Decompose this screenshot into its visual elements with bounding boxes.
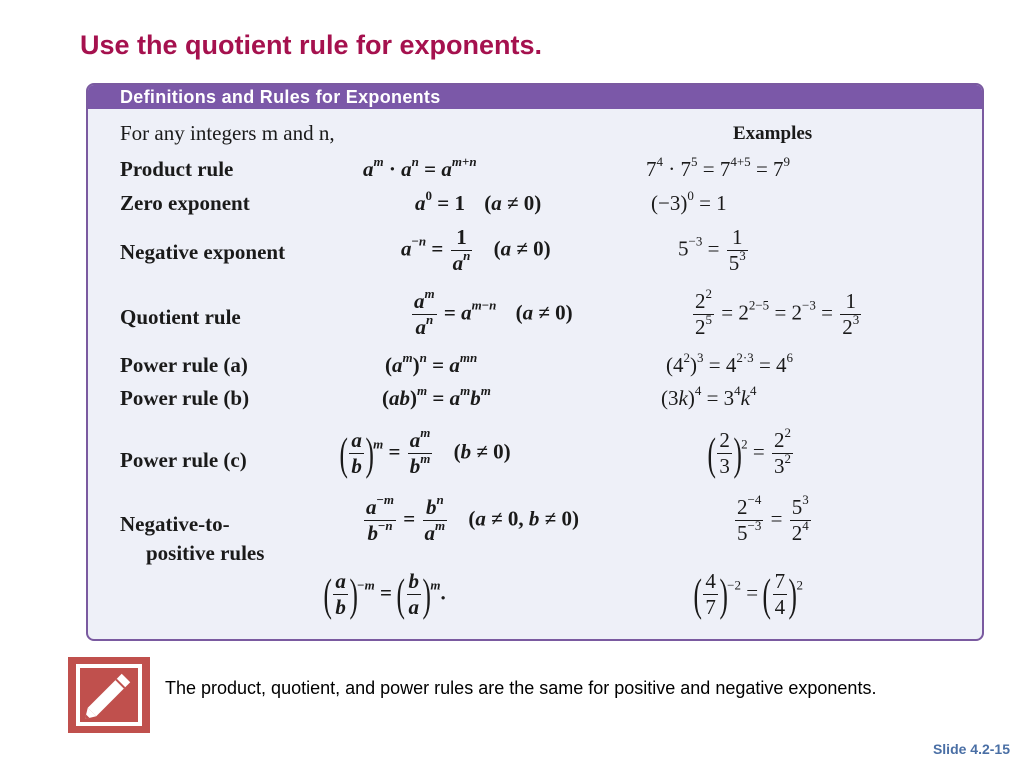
rules-box [86,83,984,641]
rule-name-zero: Zero exponent [120,191,250,215]
example-negative: $5^{-3}$ = $\frac{1}{5^3}$ [678,225,746,275]
rule-formula-power-b: $(ab)^m = a^mb^m$ [382,383,491,410]
example-power-a: $(4^2)^3 = 4^{2\cdot 3} = 4^6$ [666,350,794,377]
rule-formula-product: $a^m \cdot a^n = a^{m+n}$ [363,154,477,181]
rule-name-neg-to-pos: Negative-to- [120,512,230,536]
intro-text: For any integers m and n, [120,121,335,145]
rule-name-power-a: Power rule (a) [120,353,248,377]
example-neg-to-pos: $\frac{2^{-4}}{5^{-3}}$ = $\frac{5^3}{2^4}$ [737,492,809,545]
rule-formula-neg-to-pos: $\frac{a^{-m}}{b^{-n}}$ = $\frac{b^n}{a^m}$ (a ≠ 0, b ≠ 0) [366,492,579,545]
note-text: The product, quotient, and power rules are the same for positive and negative exponents. [165,678,877,698]
example-power-b: $(3k)^4 = 3^4k^4$ [661,383,757,410]
rule-name-negative: Negative exponent [120,240,286,264]
rule-formula-zero: $a^0 = 1$ (a ≠ 0) [415,188,542,215]
rule-formula-power-c: ( $\frac{a}{b}$ )$^m$ = $\frac{a^m}{b^m}$ (b ≠ 0) [339,425,511,479]
rules-box-header: Definitions and Rules for Exponents [88,85,982,109]
example-neg-to-pos-fraction: ( $\frac{4}{7}$ )$^{-2}$ = ( $\frac{7}{4}$ )$^2$ [693,568,803,620]
pencil-icon [68,657,150,733]
rule-formula-power-a: $(a^m)^n = a^{mn}$ [385,350,478,377]
rule-formula-negative: $a^{-n}$ = $\frac{1}{a^n}$ (a ≠ 0) [401,225,551,275]
example-quotient: $\frac{2^2}{2^5}$ = $2^{2-5} = 2^{-3}$ = $\frac{1}{2^3}$ [695,286,860,339]
rule-formula-quotient: $\frac{a^m}{a^n}$ = $a^{m-n}$ (a ≠ 0) [414,286,573,339]
rule-formula-neg-to-pos-fraction: ( $\frac{a}{b}$ )$^{-m}$ = ( $\frac{b}{a}$ )$^m$. [323,568,446,620]
example-product: $7^4 \cdot 7^5 = 7^{4+5} = 7^9$ [646,154,791,181]
slide-number: Slide 4.2-15 [932,741,1010,757]
rule-name-product: Product rule [120,157,234,181]
example-zero: $(-3)^0 = 1$ [651,188,727,215]
rule-name-quotient: Quotient rule [120,305,241,329]
examples-label: Examples [733,123,813,144]
slide-title: Use the quotient rule for exponents. [80,30,543,60]
rule-name-power-c: Power rule (c) [120,448,247,472]
example-power-c: ( $\frac{2}{3}$ )$^2$ = $\frac{2^2}{3^2}$ [707,425,791,479]
rule-name-power-b: Power rule (b) [120,386,250,410]
rule-name-neg-to-pos-line2: positive rules [146,541,265,565]
